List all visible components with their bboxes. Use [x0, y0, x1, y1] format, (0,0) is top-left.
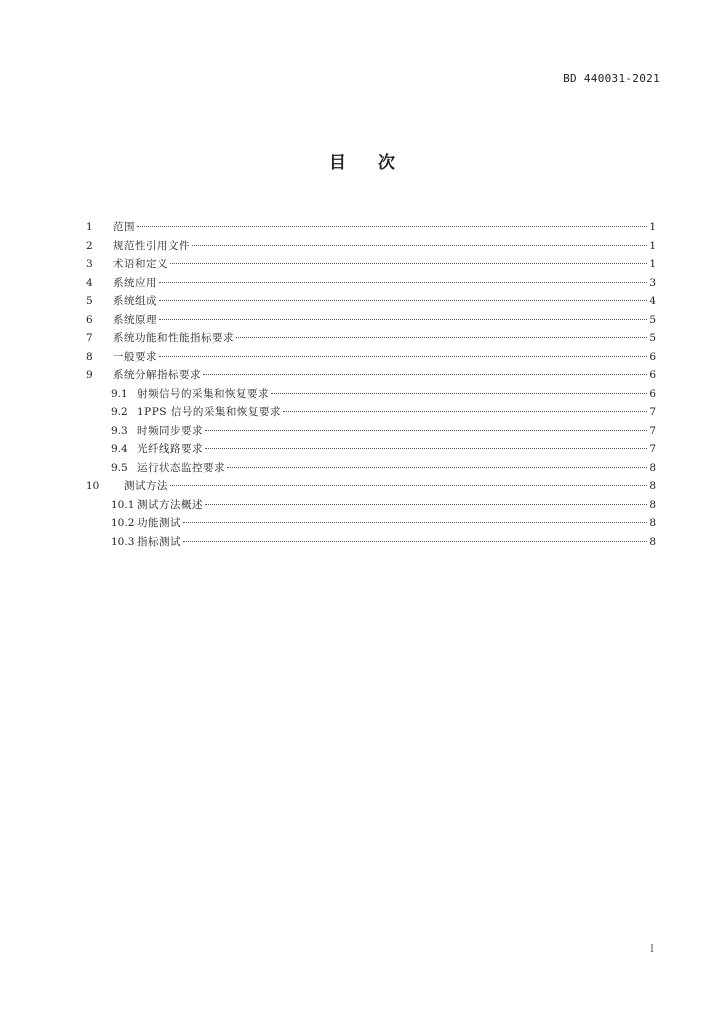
toc-entry-number: 8	[86, 350, 93, 363]
toc-entry-number: 5	[86, 295, 93, 307]
toc-entry-label: 术语和定义	[113, 258, 168, 270]
toc-entry-label: 一般要求	[113, 350, 157, 363]
toc-entry-label: 光纤线路要求	[137, 443, 203, 455]
dot-leader	[271, 393, 647, 394]
toc-entry-page: 3	[649, 276, 656, 289]
table-of-contents	[86, 218, 656, 551]
toc-entry-label: 系统分解指标要求	[113, 369, 201, 381]
dot-leader	[159, 319, 647, 320]
toc-entry-label: 系统原理	[113, 313, 157, 326]
toc-entry-number: 6	[86, 313, 93, 326]
toc-entry-page: 8	[649, 480, 656, 492]
toc-entry-8[interactable]	[86, 348, 656, 367]
dot-leader	[227, 467, 647, 468]
dot-leader	[205, 430, 647, 431]
toc-entry-number: 1	[86, 221, 93, 233]
dot-leader	[159, 300, 647, 301]
toc-entry-label: 测试方法概述	[137, 498, 203, 511]
dot-leader	[236, 337, 647, 338]
toc-entry-page: 8	[649, 461, 656, 474]
dot-leader	[192, 245, 647, 246]
toc-entry-page: 5	[649, 313, 656, 326]
toc-entry-page: 8	[649, 498, 656, 511]
toc-entry-page: 6	[649, 369, 656, 381]
toc-entry-number: 9.2	[111, 406, 128, 418]
toc-entry-9-5[interactable]	[86, 459, 656, 478]
toc-entry-number: 9	[86, 369, 93, 381]
toc-entry-page: 6	[649, 387, 656, 400]
dot-leader	[183, 541, 647, 542]
toc-entry-page: 1	[649, 239, 656, 252]
toc-entry-label: 范围	[113, 221, 135, 233]
toc-entry-label: 功能测试	[137, 517, 181, 529]
dot-leader	[170, 263, 647, 264]
toc-entry-label: 运行状态监控要求	[137, 461, 225, 474]
dot-leader	[159, 356, 647, 357]
page-number: I	[650, 944, 654, 955]
toc-entry-10-2[interactable]	[86, 514, 656, 533]
toc-entry-label: 射频信号的采集和恢复要求	[137, 387, 269, 400]
dot-leader	[205, 448, 647, 449]
toc-entry-page: 5	[649, 332, 656, 344]
toc-entry-9[interactable]	[86, 366, 656, 385]
toc-entry-label: 测试方法	[124, 480, 168, 492]
dot-leader	[137, 226, 647, 227]
toc-entry-number: 10.1	[111, 498, 135, 511]
dot-leader	[183, 522, 647, 523]
toc-entry-10-3[interactable]	[86, 533, 656, 552]
toc-entry-page: 7	[649, 443, 656, 455]
toc-entry-9-3[interactable]	[86, 422, 656, 441]
toc-entry-6[interactable]	[86, 311, 656, 330]
toc-entry-1[interactable]	[86, 218, 656, 237]
toc-entry-5[interactable]	[86, 292, 656, 311]
toc-entry-label: 时频同步要求	[137, 424, 203, 437]
toc-entry-9-4[interactable]	[86, 440, 656, 459]
dot-leader	[170, 485, 647, 486]
toc-entry-number: 4	[86, 276, 93, 289]
toc-entry-number: 10.3	[111, 535, 135, 548]
toc-entry-number: 9.3	[111, 424, 128, 437]
toc-entry-9-2[interactable]	[86, 403, 656, 422]
toc-entry-page: 8	[649, 535, 656, 548]
toc-entry-label: 系统组成	[113, 295, 157, 307]
toc-entry-page: 7	[649, 424, 656, 437]
toc-entry-10-1[interactable]	[86, 496, 656, 515]
toc-entry-number: 9.1	[111, 387, 128, 400]
toc-entry-2[interactable]	[86, 237, 656, 256]
toc-entry-number: 2	[86, 239, 93, 252]
toc-entry-label: 指标测试	[137, 535, 181, 548]
toc-entry-number: 10	[86, 480, 100, 492]
toc-entry-number: 9.5	[111, 461, 128, 474]
toc-entry-3[interactable]	[86, 255, 656, 274]
toc-entry-4[interactable]	[86, 274, 656, 293]
toc-entry-page: 7	[649, 406, 656, 418]
toc-entry-page: 8	[649, 517, 656, 529]
toc-entry-page: 1	[649, 258, 656, 270]
toc-entry-label: 系统应用	[113, 276, 157, 289]
toc-entry-label: 系统功能和性能指标要求	[113, 332, 234, 344]
page-title: 目次	[329, 153, 427, 173]
toc-entry-label: 1PPS 信号的采集和恢复要求	[137, 406, 281, 418]
toc-entry-page: 4	[649, 295, 656, 307]
toc-entry-9-1[interactable]	[86, 385, 656, 404]
toc-entry-number: 3	[86, 258, 93, 270]
toc-entry-7[interactable]	[86, 329, 656, 348]
document-code: BD 440031-2021	[563, 72, 660, 85]
toc-entry-page: 1	[649, 221, 656, 233]
dot-leader	[205, 504, 647, 505]
toc-entry-10[interactable]	[86, 477, 656, 496]
dot-leader	[159, 282, 647, 283]
toc-entry-label: 规范性引用文件	[113, 239, 190, 252]
toc-entry-number: 10.2	[111, 517, 135, 529]
toc-entry-number: 9.4	[111, 443, 128, 455]
dot-leader	[283, 411, 647, 412]
dot-leader	[203, 374, 647, 375]
toc-entry-number: 7	[86, 332, 93, 344]
toc-entry-page: 6	[649, 350, 656, 363]
